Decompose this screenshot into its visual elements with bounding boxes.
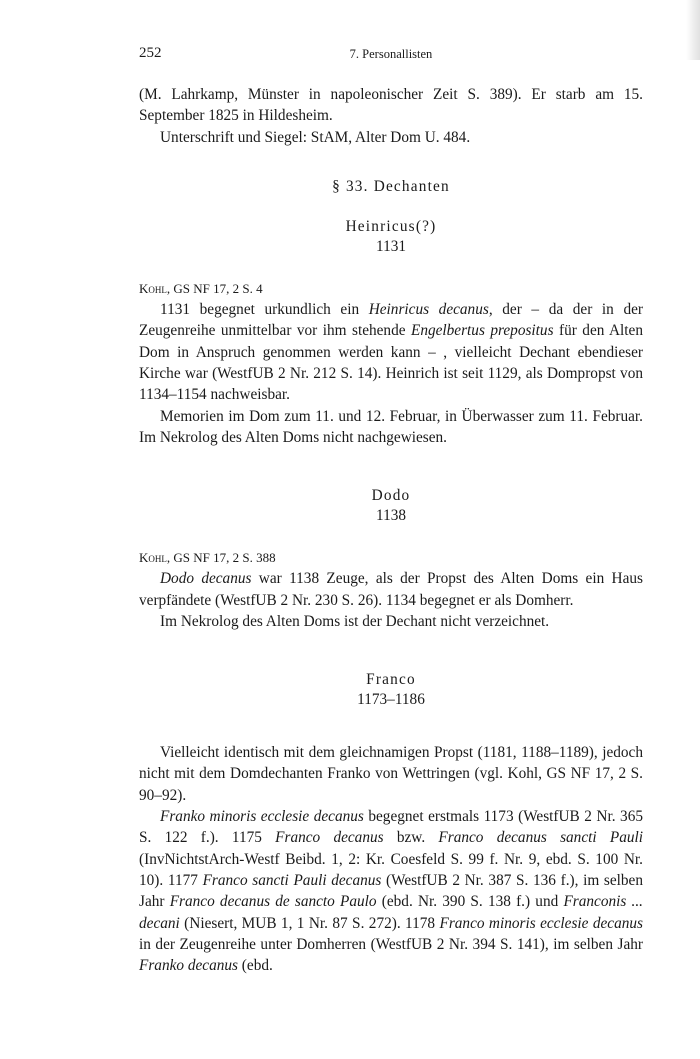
italic-term: Engelbertus prepositus: [410, 322, 554, 340]
text-run: , der – da der in der Zeugenreihe unmittelbar vor ihm stehende: [139, 301, 643, 340]
entry-paragraph: Im Nekrolog des Alten Doms ist der Dechant nicht verzeichnet.: [160, 612, 550, 630]
reference-detail: , GS NF 17, 2 S. 388: [166, 550, 276, 566]
book-page: [139, 0, 643, 1059]
text-run: war 1138 Zeuge, als der Propst des Alten Doms ein Haus verpfändete (WestfUB 2 Nr. 230 S. 26). 1134 begegnet er als Domherr.: [139, 570, 643, 609]
italic-term: Franco sancti Pauli decanus: [202, 871, 382, 889]
running-head: 7. Personallisten: [349, 47, 433, 61]
entry-paragraph: Vielleicht identisch mit dem gleichnamigen Propst (1181, 1188–1189), jedoch nicht mit dem Domdechanten Franko von Wettringen (vgl. Kohl, GS NF 17, 2 S. 90–92).: [139, 744, 643, 804]
italic-term: Franco decanus de sancto Paulo: [169, 893, 377, 911]
page-edge-shadow: [686, 0, 700, 60]
entry-name: Heinricus(?): [345, 218, 437, 236]
reference-author: Kohl: [139, 281, 167, 297]
italic-term: Franco minoris ecclesie decanus: [439, 914, 643, 932]
page-number: 252: [139, 45, 162, 61]
entry-reference: [139, 548, 643, 568]
text-run: für den Alten Dom in Anspruch genommen werden kann – , vielleicht Dechant ebendieser Kirche war (WestfUB 2 Nr. 212 S. 14). Heinrich ist seit 1129, als Dompropst von 1134–1154 nachweisbar.: [139, 322, 643, 404]
entry-dates: 1173–1186: [357, 691, 425, 709]
page-body: [139, 84, 643, 976]
text-run: (InvNichtstArch-Westf Beibd. 1, 2: Kr. Coesfeld S. 99 f. Nr. 9, ebd. S. 100 Nr. 10). 1177: [139, 850, 643, 889]
reference-author: Kohl: [139, 550, 167, 566]
spacer: [139, 710, 643, 742]
italic-term: Franko minoris ecclesie decanus: [160, 808, 364, 826]
spacer: [139, 632, 643, 670]
section-title: § 33. Dechanten: [332, 177, 450, 195]
text-run: 1131 begegnet urkundlich ein: [160, 301, 369, 319]
entry-dodo: [139, 486, 643, 632]
entry-franco: [139, 670, 643, 976]
italic-term: Dodo decanus: [160, 570, 252, 588]
italic-term: Franco decanus sancti Pauli: [438, 829, 644, 847]
entry-paragraph: [139, 299, 643, 405]
italic-term: Franconis ... decani: [139, 893, 644, 932]
text-run: begegnet erstmals 1173 (WestfUB 2 Nr. 365 S. 122 f.). 1175: [139, 808, 643, 847]
text-run: bzw.: [383, 829, 439, 847]
entry-reference: [139, 279, 643, 299]
intro-signature-paragraph: Unterschrift und Siegel: StAM, Alter Dom U. 484.: [160, 128, 471, 146]
entry-dates: 1131: [375, 238, 407, 256]
entry-paragraph: [139, 806, 643, 976]
entry-paragraph: Memorien im Dom zum 11. und 12. Februar, in Überwasser zum 11. Februar. Im Nekrolog des Alten Doms nicht nachgewiesen.: [139, 407, 643, 446]
italic-term: Heinricus decanus: [368, 301, 489, 319]
intro-paragraph: (M. Lahrkamp, Münster in napoleonischer Zeit S. 389). Er starb am 15. September 1825 in Hildesheim.: [139, 86, 643, 125]
italic-term: Franco decanus: [275, 829, 384, 847]
text-run: in der Zeugenreihe unter Domherren (WestfUB 2 Nr. 394 S. 141), im selben Jahr: [139, 935, 643, 953]
text-run: (ebd.: [237, 957, 273, 975]
text-run: (WestfUB 2 Nr. 387 S. 136 f.), im selben Jahr: [139, 871, 643, 911]
text-run: (ebd. Nr. 390 S. 138 f.) und: [376, 893, 564, 911]
italic-term: Franko decanus: [139, 957, 238, 975]
text-run: (Niesert, MUB 1, 1 Nr. 87 S. 272). 1178: [179, 914, 440, 932]
entry-name: Dodo: [371, 487, 411, 505]
reference-detail: , GS NF 17, 2 S. 4: [166, 281, 263, 297]
page-header: [139, 40, 643, 64]
entry-name: Franco: [366, 671, 416, 689]
spacer: [139, 448, 643, 486]
entry-paragraph: [139, 568, 643, 611]
entry-dates: 1138: [375, 507, 407, 525]
entry-heinricus: [139, 217, 643, 448]
